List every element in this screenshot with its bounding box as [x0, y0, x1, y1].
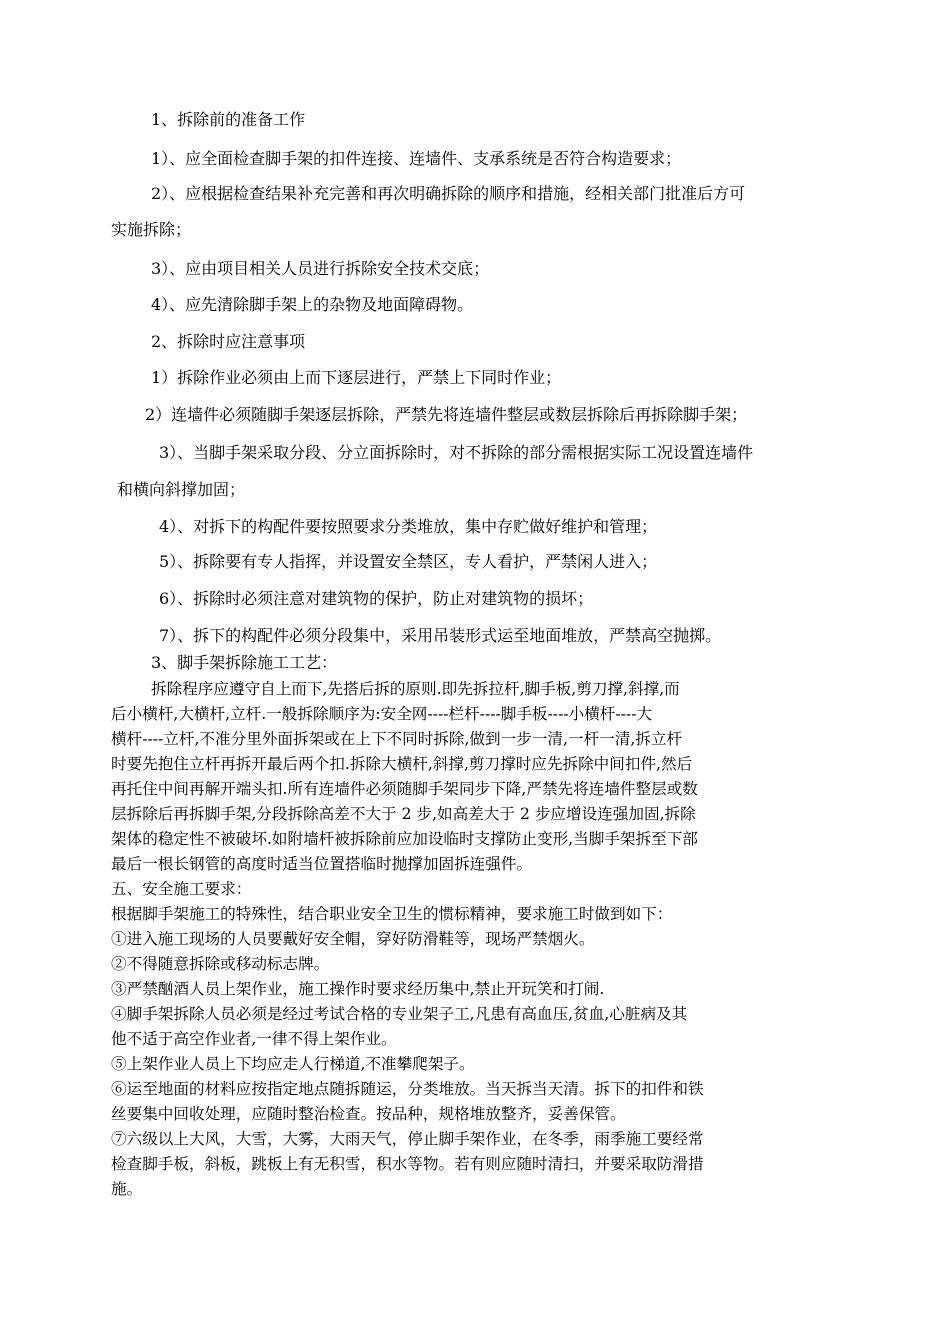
section2-item: 1）拆除作业必须由上而下逐层进行，严禁上下同时作业； — [151, 368, 562, 387]
section2-item: 7）、拆下的构配件必须分段集中，采用吊装形式运至地面堆放，严禁高空抛掷。 — [159, 626, 722, 645]
section1-item-continued: 实施拆除； — [111, 220, 192, 239]
section1-item: 1）、应全面检查脚手架的扣件连接、连墙件、支承系统是否符合构造要求； — [151, 149, 682, 168]
section2-item: 2）连墙件必须随脚手架逐层拆除，严禁先将连墙件整层或数层拆除后再拆除脚手架； — [145, 405, 748, 424]
section1-title: 1、拆除前的准备工作 — [151, 110, 306, 129]
section5-item-continued: 丝要集中回收处理，应随时整治检查。按品种，规格堆放整齐，妥善保管。 — [111, 1105, 626, 1123]
section2-item: 4）、对拆下的构配件要按照要求分类堆放，集中存贮做好维护和管理； — [159, 517, 658, 536]
section3-paragraph-line: 横杆----立杆,不准分里外面拆架或在上下不同时拆除,做到一步一清,一杆一清,拆立杆 — [111, 730, 683, 748]
section1-item: 3）、应由项目相关人员进行拆除安全技术交底； — [151, 259, 490, 278]
section5-item-continued: 他不适于高空作业者,一律不得上架作业。 — [111, 1030, 397, 1048]
section2-item-continued: 和横向斜撑加固； — [117, 480, 246, 499]
section2-title: 2、拆除时应注意事项 — [151, 332, 306, 351]
section5-item: ⑥运至地面的材料应按指定地点随拆随运，分类堆放。当天拆当天清。拆下的扣件和铁 — [111, 1080, 704, 1098]
section2-item: 5）、拆除要有专人指挥，并设置安全禁区，专人看护，严禁闲人进入； — [159, 552, 658, 571]
section5-item: ⑤上架作业人员上下均应走人行梯道,不准攀爬架子。 — [111, 1055, 475, 1073]
section1-item: 4）、应先清除脚手架上的杂物及地面障碍物。 — [151, 295, 474, 314]
section3-paragraph-line: 再托住中间再解开端头扣.所有连墙件必须随脚手架同步下降,严禁先将连墙件整层或数 — [111, 780, 698, 798]
section3-paragraph-line: 拆除程序应遵守自上而下,先搭后拆的原则.即先拆拉杆,脚手板,剪刀撑,斜撑,而 — [151, 680, 680, 698]
section3-title: 3、脚手架拆除施工工艺： — [151, 653, 338, 672]
section3-paragraph-line: 架体的稳定性不被破坏.如附墙杆被拆除前应加设临时支撑防止变形,当脚手架拆至下部 — [111, 830, 698, 848]
section3-paragraph-line: 最后一根长钢管的高度时适当位置搭临时抛撑加固拆连强件。 — [111, 855, 533, 873]
section5-intro: 根据脚手架施工的特殊性，结合职业安全卫生的惯标精神，要求施工时做到如下： — [111, 905, 673, 923]
section5-title: 五、安全施工要求： — [111, 880, 252, 898]
section1-item: 2）、应根据检查结果补充完善和再次明确拆除的顺序和措施，经相关部门批准后方可 — [151, 184, 746, 203]
section3-paragraph-line: 后小横杆,大横杆,立杆.一般拆除顺序为:安全网----栏杆----脚手板----小横杆----大 — [111, 705, 653, 723]
section3-paragraph-line: 时要先抱住立杆再拆开最后两个扣.拆除大横杆,斜撑,剪刀撑时应先拆除中间扣件,然后 — [111, 755, 693, 773]
section2-item: 6）、拆除时必须注意对建筑物的保护，防止对建筑物的损坏； — [159, 589, 594, 608]
section5-item-continued: 检查脚手板，斜板，跳板上有无积雪，积水等物。若有则应随时清扫，并要采取防滑措 — [111, 1155, 704, 1173]
section5-item: ②不得随意拆除或移动标志牌。 — [111, 955, 330, 973]
section5-item: ④脚手架拆除人员必须是经过考试合格的专业架子工,凡患有高血压,贫血,心脏病及其 — [111, 1005, 688, 1023]
section2-item: 3）、当脚手架采取分段、分立面拆除时，对不拆除的部分需根据实际工况设置连墙件 — [159, 443, 754, 462]
section5-item: ③严禁酗酒人员上架作业，施工操作时要求经历集中,禁止开玩笑和打闹. — [111, 980, 605, 998]
section3-paragraph-line: 层拆除后再拆脚手架,分段拆除高差不大于 2 步,如高差大于 2 步应增设连强加固,拆除 — [111, 805, 696, 823]
section5-item: ①进入施工现场的人员要戴好安全帽，穿好防滑鞋等，现场严禁烟火。 — [111, 930, 595, 948]
section5-item: ⑦六级以上大风，大雪，大雾，大雨天气，停止脚手架作业，在冬季，雨季施工要经常 — [111, 1130, 704, 1148]
section5-item-continued: 施。 — [111, 1180, 143, 1198]
